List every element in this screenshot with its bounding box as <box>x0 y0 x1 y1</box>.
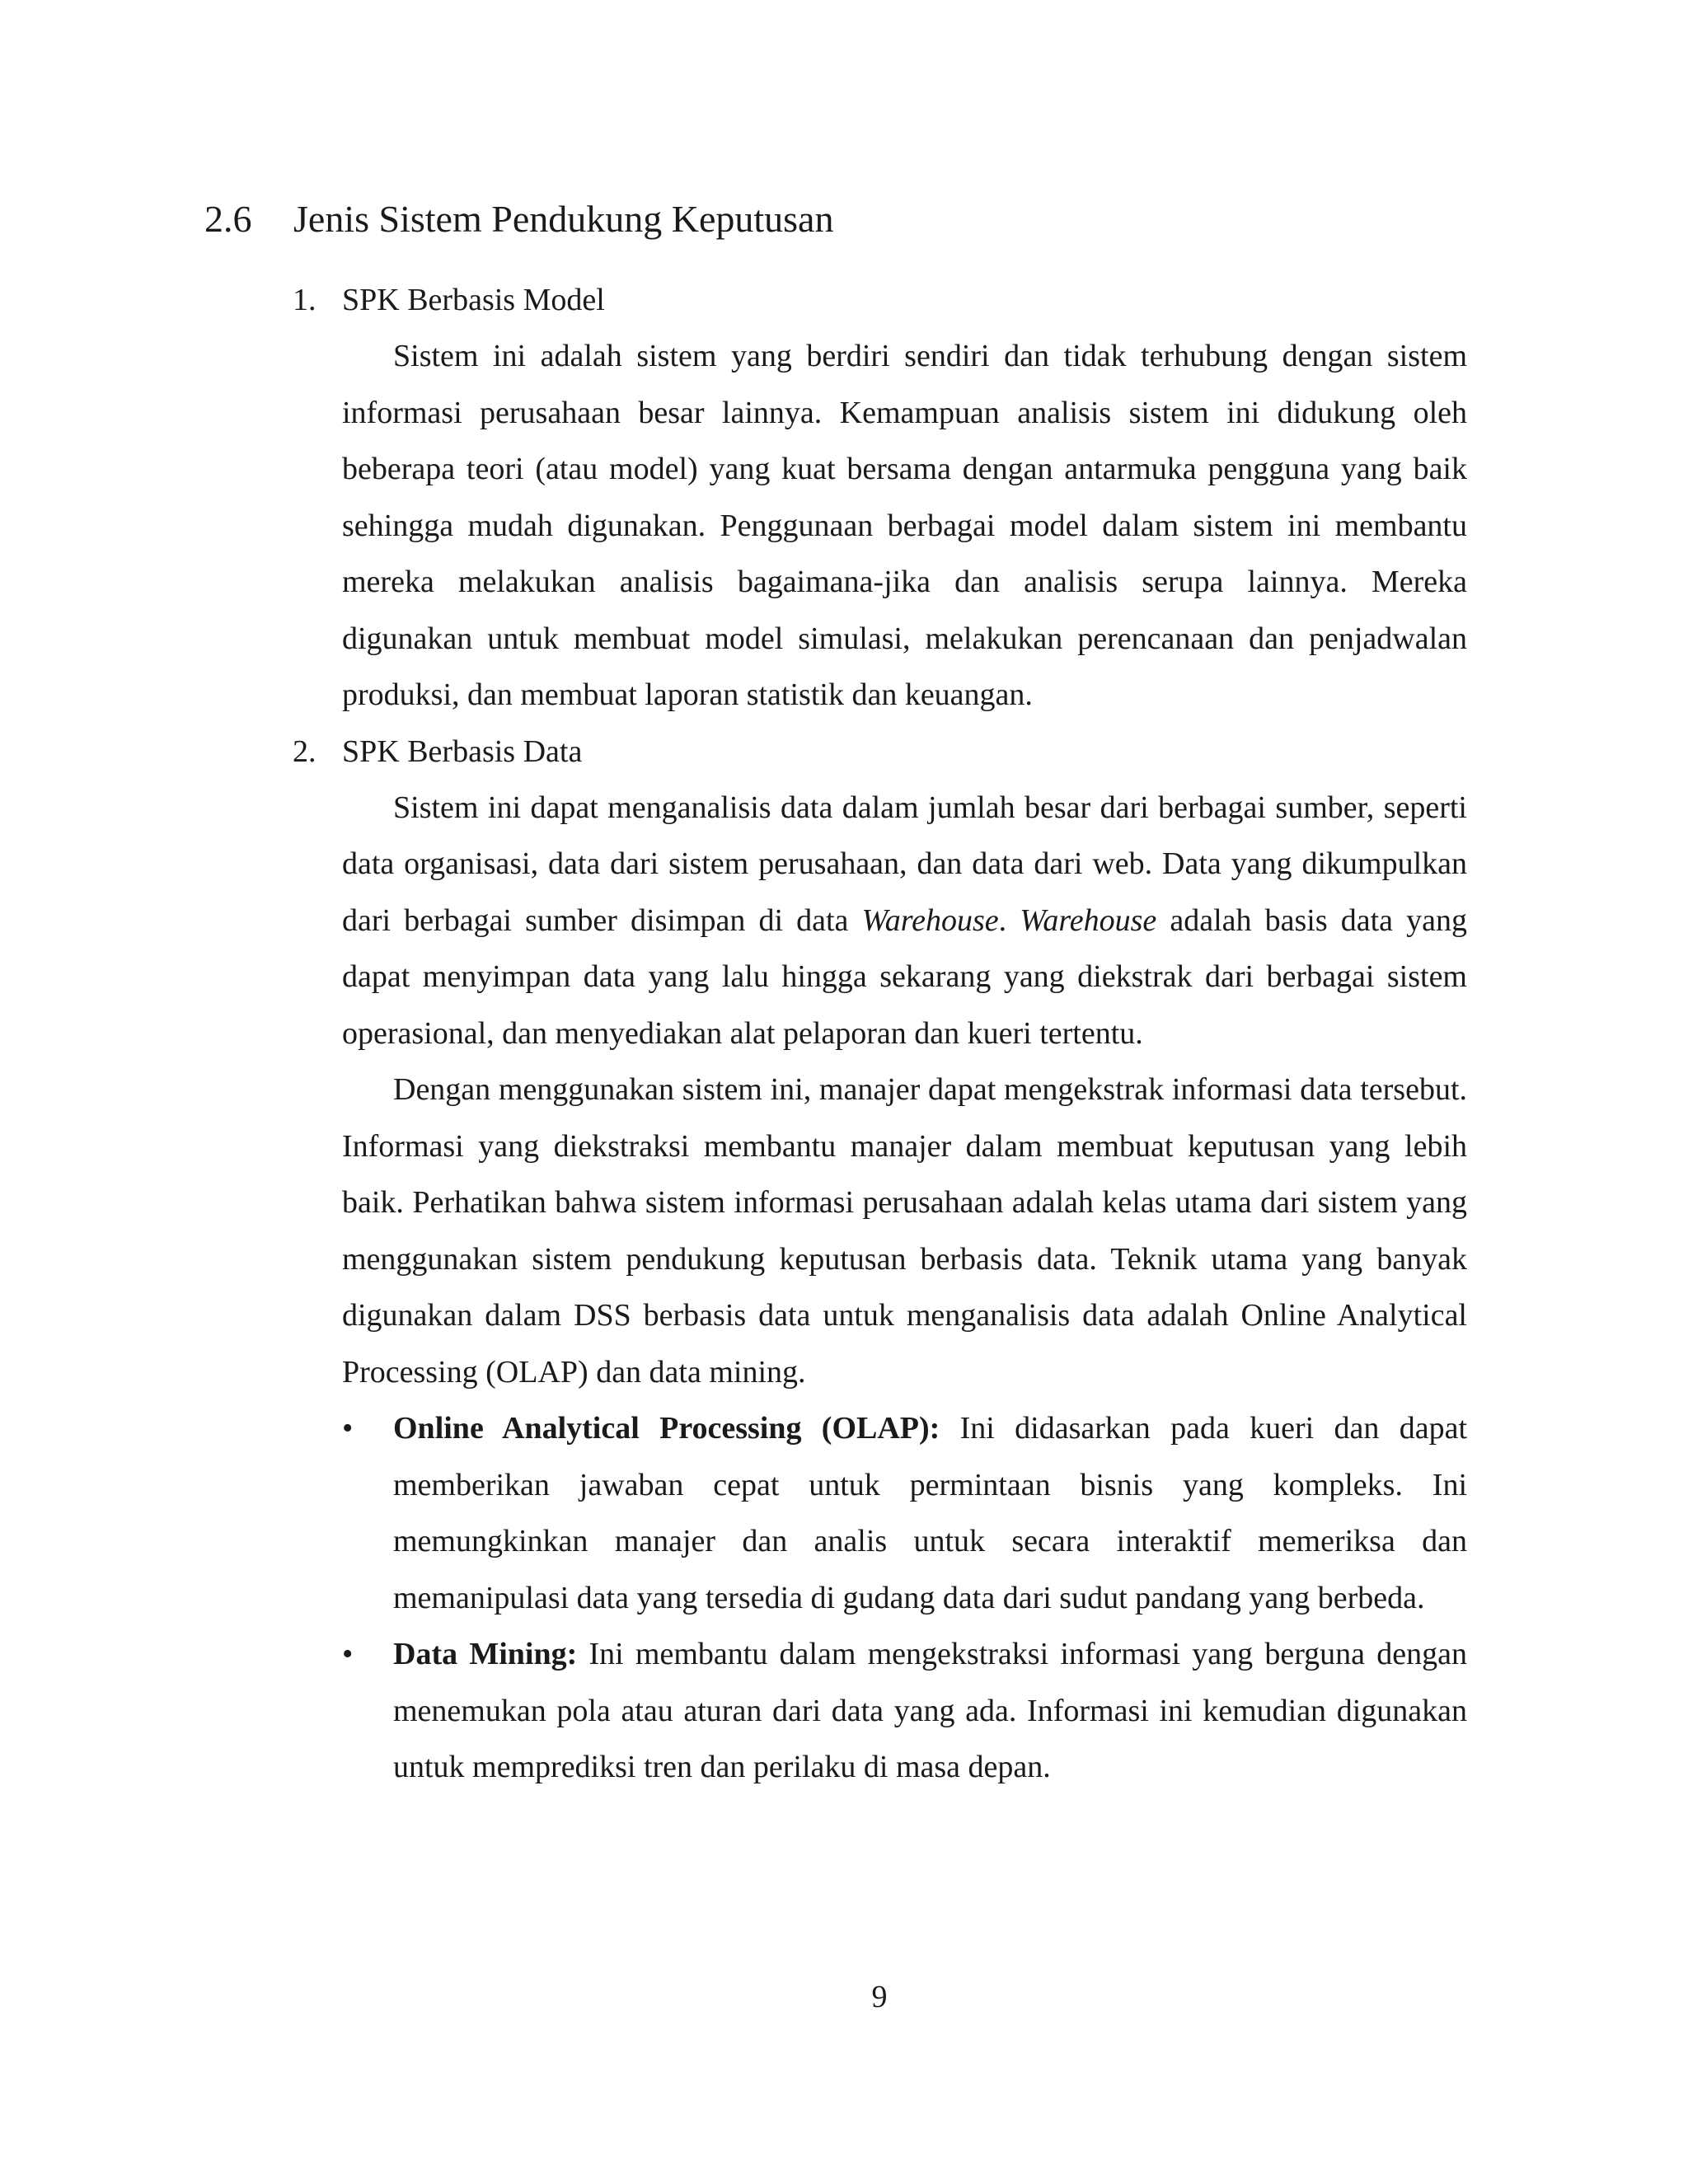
bullet-item-olap <box>342 1400 1467 1626</box>
section-number: 2.6 <box>204 198 252 240</box>
bullet-term: Data Mining: <box>393 1637 578 1671</box>
paragraph-spk-data-1 <box>342 780 1467 1062</box>
list-marker-1: 1. <box>293 283 316 317</box>
bullet-text: Ini didasarkan pada kueri dan dapat memberikan jawaban cepat untuk permintaan bisnis yang kompleks. Ini memungkinkan manajer dan analis untuk secara interaktif memeriksa dan memanipulasi data yang tersedia di gudang data dari sudut pandang yang berbeda. <box>393 1411 1467 1615</box>
italic-term-warehouse: Warehouse <box>861 902 999 938</box>
bullet-icon: • <box>342 1411 354 1446</box>
paragraph-text: adalah basis data yang dapat menyimpan data yang lalu hingga sekarang yang diekstrak dari berbagai sistem operasional, dan menyediakan alat pelaporan dan kueri tertentu. <box>342 902 1468 1051</box>
bullet-icon: • <box>342 1637 354 1671</box>
section-heading <box>204 196 833 242</box>
list-item-title-1: SPK Berbasis Model <box>342 283 605 317</box>
list-item-title-2: SPK Berbasis Data <box>342 733 583 769</box>
paragraph-spk-model: Sistem ini adalah sistem yang berdiri sendiri dan tidak terhubung dengan sistem informasi perusahaan besar lainnya. Kemampuan analisis sistem ini didukung oleh beberapa teori (atau model) yang kuat bersama dengan antarmuka pengguna yang baik sehingga mudah digunakan. Penggunaan berbagai model dalam sistem ini membantu mereka melakukan analisis bagaimana-jika dan analisis serupa lainnya. Mereka digunakan untuk membuat model simulasi, melakukan perencanaan dan penjadwalan produksi, dan membuat laporan statistik dan keuangan. <box>342 339 1467 712</box>
bullet-item-data-mining <box>342 1626 1467 1796</box>
list-marker-2: 2. <box>293 733 316 769</box>
page-number: 9 <box>871 1980 888 2014</box>
paragraph-spk-data-2: Dengan menggunakan sistem ini, manajer dapat mengekstrak informasi data tersebut. Informasi yang diekstraksi membantu manajer dalam membuat keputusan yang lebih baik. Perhatikan bahwa sistem informasi perusahaan adalah kelas utama dari sistem yang menggunakan sistem pendukung keputusan berbasis data. Teknik utama yang banyak digunakan dalam DSS berbasis data untuk menganalisis data adalah Online Analytical Processing (OLAP) dan data mining. <box>342 1072 1467 1390</box>
italic-term-warehouse: Warehouse <box>1020 902 1157 938</box>
paragraph-text: . <box>998 902 1020 938</box>
list-item-heading-1 <box>293 272 1467 328</box>
paragraph-text: Sistem ini dapat menganalisis data dalam jumlah besar dari berbagai sumber, seperti data organisasi, data dari sistem perusahaan, dan data dari web. Data yang dikumpulkan dari berbagai sumber disimpan di data <box>342 790 1467 938</box>
bullet-text: Ini membantu dalam mengekstraksi informasi yang berguna dengan menemukan pola atau aturan dari data yang ada. Informasi ini kemudian digunakan untuk memprediksi tren dan perilaku di masa depan. <box>393 1637 1467 1784</box>
bullet-list <box>293 1400 1467 1796</box>
section-title: Jenis Sistem Pendukung Keputusan <box>293 198 834 240</box>
bullet-term: Online Analytical Processing (OLAP): <box>393 1411 940 1446</box>
list-item-heading-2 <box>293 724 1467 780</box>
section-content <box>293 272 1467 1796</box>
